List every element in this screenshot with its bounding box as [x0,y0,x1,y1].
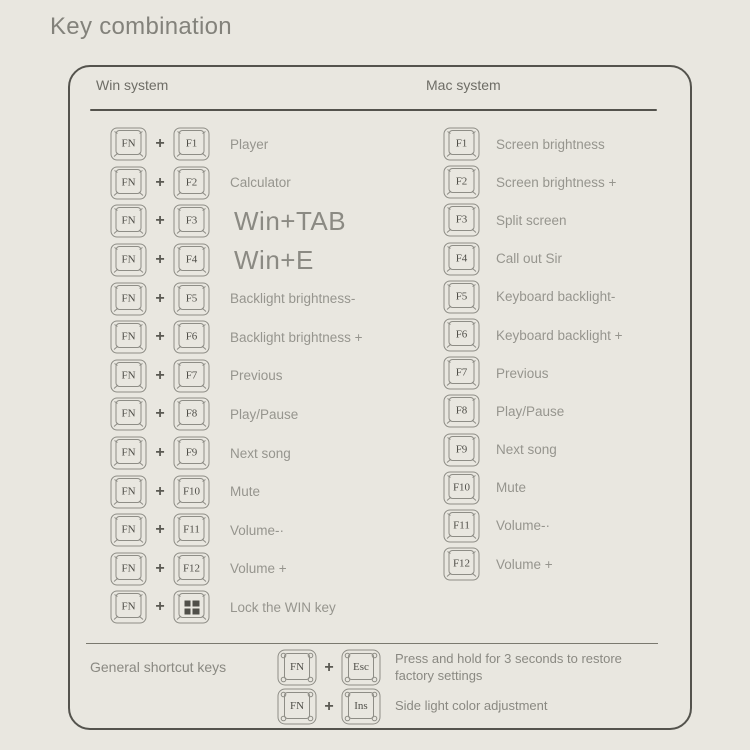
shortcut-description: Volume + [230,561,287,577]
key-f5 [173,282,210,316]
svg-text:F4: F4 [185,253,198,266]
key-fn [110,397,147,431]
plus-sign: + [155,366,165,384]
win-shortcut-row-f2 [110,164,362,203]
svg-text:FN: FN [121,214,136,227]
shortcut-description: Lock the WIN key [230,599,336,615]
win-system-header: Win system [96,77,169,93]
shortcut-description: Calculator [230,175,291,191]
key-fn [277,649,317,686]
svg-text:FN: FN [121,369,136,382]
key-fn [110,320,147,354]
general-shortcuts [277,649,653,725]
key-f1 [173,127,210,161]
svg-text:F10: F10 [182,485,201,498]
plus-sign: + [155,173,165,191]
svg-text:F5: F5 [455,290,468,303]
key-f11 [443,509,480,543]
svg-text:FN: FN [121,600,136,613]
shortcut-description: Backlight brightness + [230,329,363,345]
svg-text:F9: F9 [455,443,468,456]
mac-shortcut-row-f6 [443,316,622,354]
mac-shortcut-row-f9 [443,431,622,469]
shortcut-description: Play/Pause [230,406,299,422]
general-shortcut-row-ins [277,688,653,725]
svg-text:FN: FN [289,700,305,712]
shortcut-description: Split screen [496,212,567,228]
shortcut-description: Volume + [496,556,553,572]
shortcut-description: Screen brightness + [496,174,617,190]
key-fn [110,204,147,238]
svg-text:FN: FN [121,407,136,420]
mac-system-header: Mac system [426,77,501,93]
key-f12 [443,547,480,581]
footer-divider [86,643,658,644]
svg-text:FN: FN [289,661,305,673]
key-fn [110,590,147,624]
svg-text:F3: F3 [455,213,468,226]
key-fn [110,282,147,316]
plus-sign: + [155,251,165,269]
shortcut-description: Call out Sir [496,251,563,267]
plus-sign: + [155,482,165,500]
shortcut-description: Screen brightness [496,136,605,152]
win-shortcut-row-f3 [110,202,362,241]
key-f4 [173,243,210,277]
key-f2 [443,165,480,199]
svg-text:F1: F1 [455,137,468,150]
win-shortcut-row-f6 [110,318,362,357]
key-f6 [443,318,480,352]
key-f10 [173,475,210,509]
svg-text:F7: F7 [185,369,198,382]
shortcut-description: Win+E [234,244,314,275]
key-fn [110,475,147,509]
key-win [173,590,210,624]
mac-shortcut-row-f1 [443,125,622,163]
shortcut-description: Volume-· [496,518,551,534]
svg-text:F11: F11 [183,523,200,536]
key-fn [110,166,147,200]
key-f1 [443,127,480,161]
key-fn [277,688,317,725]
plus-sign: + [155,289,165,307]
svg-text:FN: FN [121,523,136,536]
key-fn [110,127,147,161]
plus-sign: + [324,697,334,715]
shortcut-description: Mute [496,480,527,496]
general-shortcut-keys-label: General shortcut keys [90,659,227,675]
key-f3 [173,204,210,238]
shortcut-description: Keyboard backlight + [496,327,623,343]
svg-text:Ins: Ins [354,700,368,712]
plus-sign: + [155,405,165,423]
shortcut-description: Previous [230,368,283,384]
key-f4 [443,242,480,276]
mac-shortcut-row-f7 [443,354,622,392]
header-divider [90,109,657,111]
key-fn [110,436,147,470]
shortcut-description: Player [230,136,269,152]
plus-sign: + [155,212,165,230]
plus-sign: + [155,135,165,153]
key-fn [110,243,147,277]
win-shortcut-row-f7 [110,357,362,396]
svg-text:F7: F7 [455,366,468,379]
win-shortcut-row-f10 [110,472,362,511]
shortcut-description: Play/Pause [496,403,565,419]
shortcut-description: Previous [496,365,549,381]
mac-shortcut-row-f10 [443,469,622,507]
shortcut-description: Win+TAB [234,205,347,236]
key-f8 [443,394,480,428]
svg-text:FN: FN [121,137,136,150]
svg-text:F2: F2 [185,176,198,189]
win-shortcut-row-f12 [110,550,362,589]
mac-shortcut-row-f12 [443,545,622,583]
svg-text:F10: F10 [452,481,471,494]
mac-column [443,125,622,583]
svg-text:F8: F8 [185,407,198,420]
key-fn [110,552,147,586]
plus-sign: + [155,444,165,462]
svg-text:F12: F12 [182,562,201,575]
shortcut-description: Next song [496,442,557,458]
win-shortcut-row-f1 [110,125,362,164]
svg-text:FN: FN [121,176,136,189]
svg-text:FN: FN [121,446,136,459]
mac-shortcut-row-f11 [443,507,622,545]
shortcut-description: Next song [230,445,291,461]
svg-text:F6: F6 [185,330,198,343]
key-f7 [443,356,480,390]
mac-shortcut-row-f2 [443,163,622,201]
svg-text:FN: FN [121,562,136,575]
svg-text:FN: FN [121,292,136,305]
svg-text:F5: F5 [185,292,198,305]
key-f7 [173,359,210,393]
win-shortcut-row-f5 [110,279,362,318]
key-fn [110,359,147,393]
win-shortcut-row-f9 [110,434,362,473]
mac-shortcut-row-f8 [443,392,622,430]
key-combination-panel [68,65,692,730]
key-f12 [173,552,210,586]
key-f3 [443,203,480,237]
svg-text:FN: FN [121,330,136,343]
svg-text:FN: FN [121,253,136,266]
svg-text:F11: F11 [453,519,470,532]
shortcut-description: Backlight brightness- [230,291,356,307]
shortcut-description: Volume-· [230,522,285,538]
key-f9 [173,436,210,470]
key-f2 [173,166,210,200]
win-shortcut-row-win [110,588,362,627]
svg-text:F8: F8 [455,404,468,417]
svg-text:F4: F4 [455,252,468,265]
plus-sign: + [155,598,165,616]
shortcut-description: Side light color adjustment [395,698,548,714]
key-f5 [443,280,480,314]
plus-sign: + [155,521,165,539]
win-column [110,125,362,627]
key-f8 [173,397,210,431]
svg-text:F12: F12 [452,557,471,570]
windows-logo-icon [185,601,200,615]
key-ins [341,688,381,725]
win-shortcut-row-f4 [110,241,362,280]
general-shortcut-row-esc [277,649,653,686]
key-fn [110,513,147,547]
mac-shortcut-row-f3 [443,201,622,239]
key-f10 [443,471,480,505]
shortcut-description: Mute [230,484,261,500]
svg-text:F2: F2 [455,175,468,188]
key-esc [341,649,381,686]
shortcut-description: Press and hold for 3 seconds to restore factory settings [395,651,622,683]
mac-shortcut-row-f4 [443,240,622,278]
key-f11 [173,513,210,547]
svg-text:Esc: Esc [353,661,369,673]
svg-text:FN: FN [121,485,136,498]
key-f6 [173,320,210,354]
plus-sign: + [155,559,165,577]
key-f9 [443,433,480,467]
plus-sign: + [324,658,334,676]
svg-text:F6: F6 [455,328,468,341]
svg-text:F9: F9 [185,446,198,459]
win-shortcut-row-f8 [110,395,362,434]
plus-sign: + [155,328,165,346]
mac-shortcut-row-f5 [443,278,622,316]
shortcut-description: Keyboard backlight- [496,289,616,305]
svg-text:F3: F3 [185,214,198,227]
win-shortcut-row-f11 [110,511,362,550]
page-title: Key combination [50,13,232,40]
svg-text:F1: F1 [185,137,198,150]
